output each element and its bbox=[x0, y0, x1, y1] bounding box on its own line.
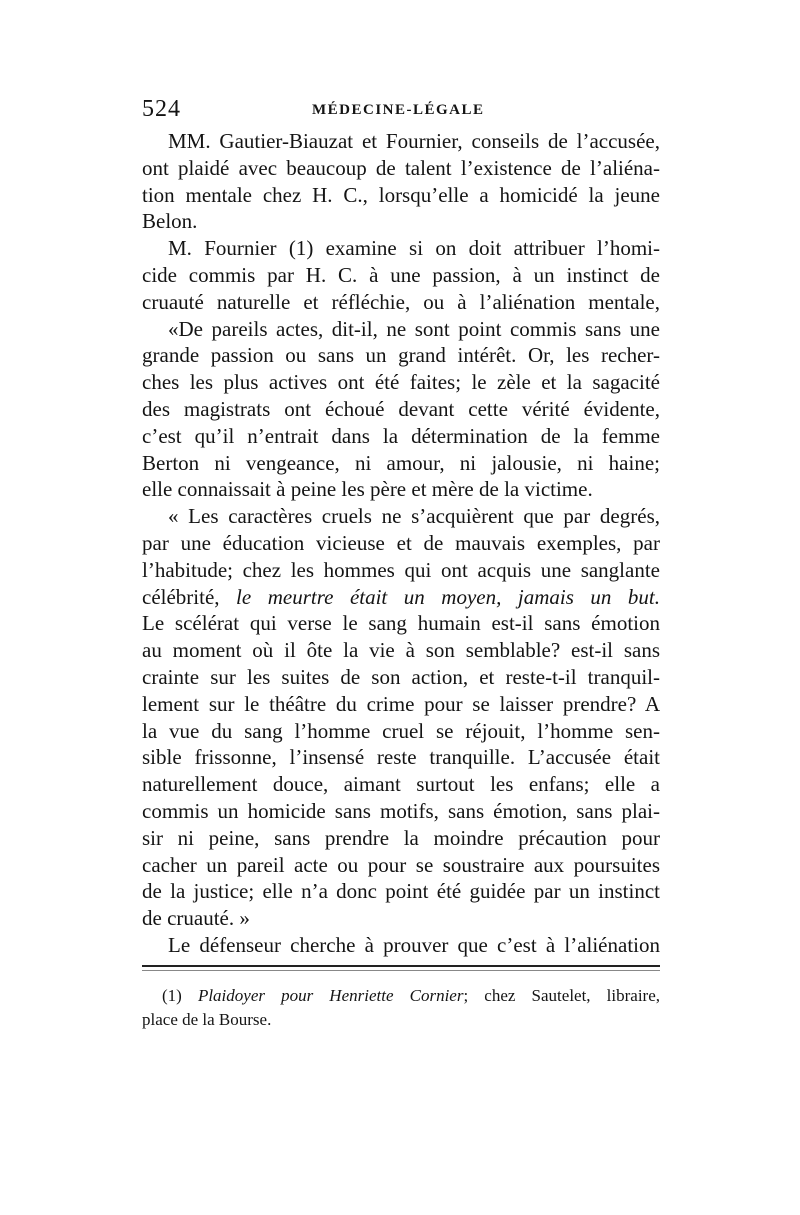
text-line: ont plaidé avec beaucoup de talent l’existence de l’aliéna- bbox=[142, 155, 660, 180]
running-head: MÉDECINE-LÉGALE bbox=[312, 102, 485, 118]
text-line: Belon. bbox=[142, 209, 198, 234]
text-line: sir ni peine, sans prendre la moindre précaution pour bbox=[142, 825, 660, 850]
text-line: Berton ni vengeance, ni amour, ni jalousie, ni haine; bbox=[142, 450, 660, 475]
text-line: de la justice; elle n’a donc point été guidée par un instinct bbox=[142, 879, 660, 904]
text-line: la vue du sang l’homme cruel se réjouit, l’homme sen- bbox=[142, 718, 660, 743]
footnote-title: Plaidoyer pour Henriette Cornier bbox=[197, 986, 464, 1005]
footnote bbox=[142, 984, 660, 1032]
text-line: cide commis par H. C. à une passion, à un instinct de bbox=[142, 262, 660, 287]
text-line: ches les plus actives ont été faites; le zèle et la sagacité bbox=[142, 370, 660, 395]
text-line: des magistrats ont échoué devant cette vérité évidente, bbox=[142, 396, 660, 421]
text-line: sible frissonne, l’insensé reste tranquille. L’accusée était bbox=[142, 745, 660, 770]
text-line: elle connaissait à peine les père et mère de la victime. bbox=[142, 477, 593, 502]
footnote-publisher: ; chez Sautelet, libraire, bbox=[463, 986, 660, 1005]
text-line: commis un homicide sans motifs, sans émotion, sans plai- bbox=[142, 798, 660, 823]
text-line: par une éducation vicieuse et de mauvais exemples, par bbox=[142, 530, 660, 555]
footnote-line: place de la Bourse. bbox=[142, 1010, 272, 1029]
text-line: lement sur le théâtre du crime pour se laisser prendre? A bbox=[142, 691, 660, 716]
page-header bbox=[142, 96, 660, 128]
text-line: «De pareils actes, dit-il, ne sont point commis sans une bbox=[168, 316, 660, 341]
text-line: cruauté naturelle et réfléchie, ou à l’aliénation mentale, bbox=[142, 289, 660, 314]
text-line: naturellement douce, aimant surtout les enfans; elle a bbox=[142, 772, 660, 797]
text-line: crainte sur les suites de son action, et reste-t-il tranquil- bbox=[142, 664, 660, 689]
footnote-rule bbox=[142, 965, 660, 967]
text-line: MM. Gautier-Biauzat et Fournier, conseils de l’accusée, bbox=[168, 129, 660, 153]
footnote-line bbox=[142, 984, 660, 1008]
text-line: tion mentale chez H. C., lorsqu’elle a homicidé la jeune bbox=[142, 182, 660, 207]
text-line: « Les caractères cruels ne s’acquièrent que par degrés, bbox=[168, 504, 660, 529]
text-line: c’est qu’il n’entrait dans la détermination de la femme bbox=[142, 423, 660, 448]
footnote-rule-thin bbox=[142, 970, 660, 971]
text-line: M. Fournier (1) examine si on doit attribuer l’homi- bbox=[168, 236, 660, 261]
page-number: 524 bbox=[142, 96, 181, 122]
text-line: grande passion ou sans un grand intérêt. Or, les recher- bbox=[142, 343, 660, 368]
text-line: Le défenseur cherche à prouver que c’est à l’aliénation bbox=[168, 932, 660, 957]
text-line-mixed bbox=[142, 584, 660, 611]
text-line: Le scélérat qui verse le sang humain est-il sans émotion bbox=[142, 611, 660, 636]
text-line: cacher un pareil acte ou pour se soustraire aux poursuites bbox=[142, 852, 660, 877]
body-text bbox=[142, 128, 660, 959]
italic-quote: le meurtre était un moyen, jamais un but. bbox=[236, 584, 660, 609]
text-segment: célébrité, bbox=[142, 584, 237, 609]
text-line: de cruauté. » bbox=[142, 906, 250, 931]
footnote-marker: (1) bbox=[162, 986, 198, 1005]
text-line: au moment où il ôte la vie à son semblable? est-il sans bbox=[142, 638, 660, 663]
text-line: l’habitude; chez les hommes qui ont acquis une sanglante bbox=[142, 557, 660, 582]
